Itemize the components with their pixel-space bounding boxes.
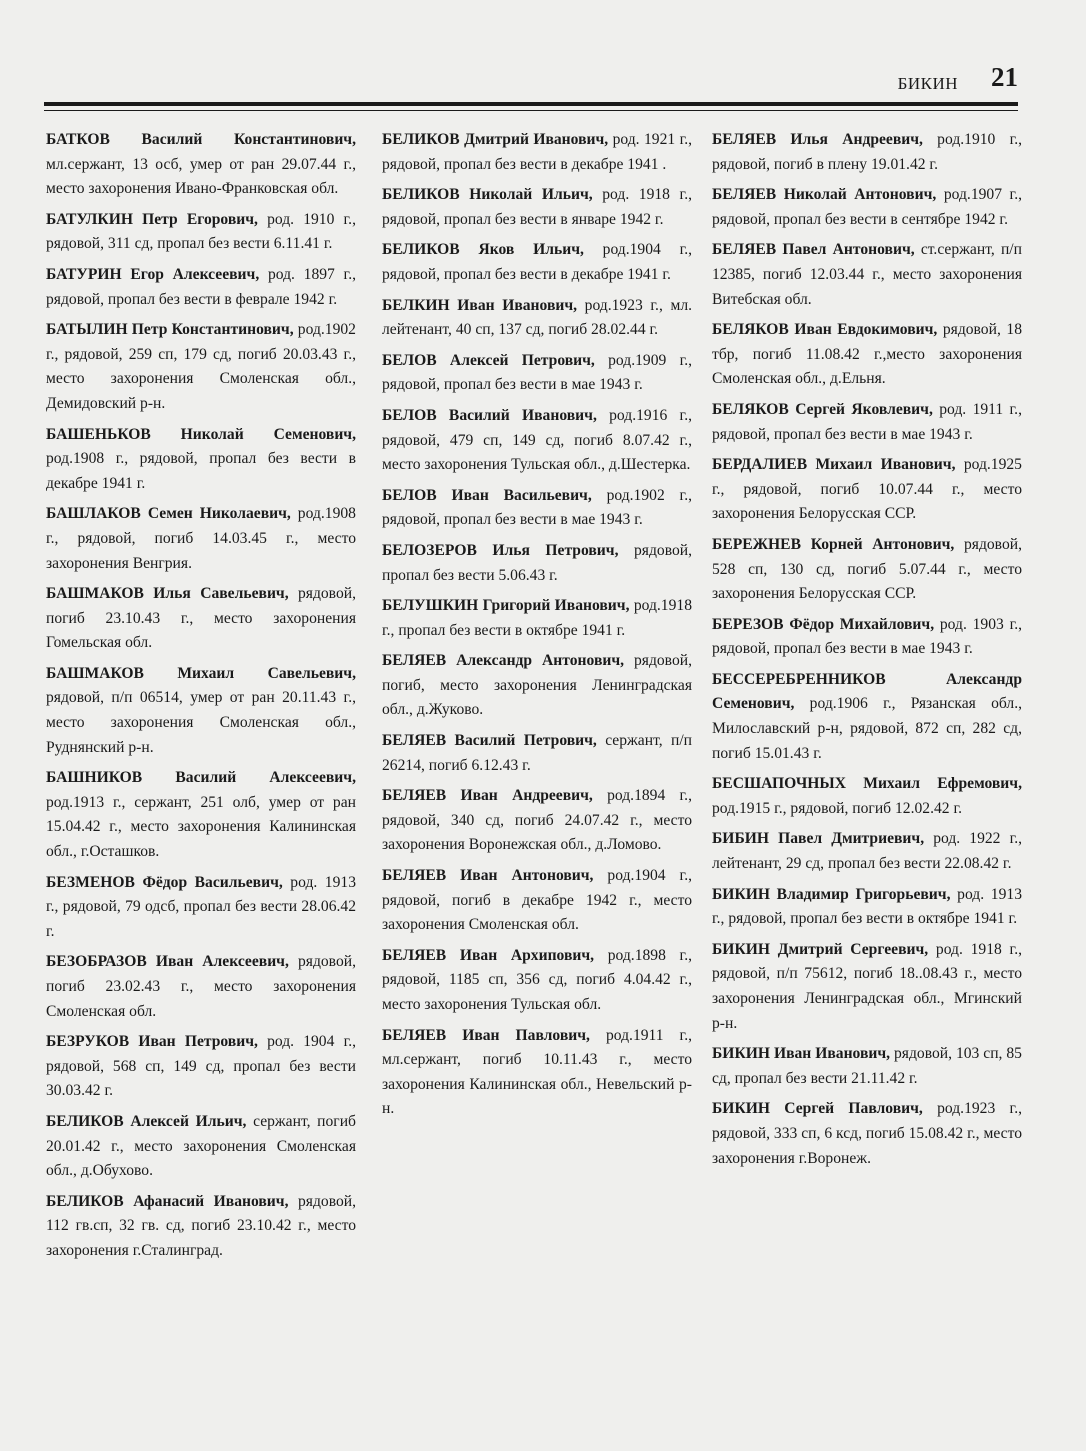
column-3 bbox=[712, 128, 1022, 1177]
entry-name: БЕЛЯЕВ Василий Петрович, bbox=[382, 732, 597, 750]
list-item bbox=[46, 1190, 356, 1264]
entry-name: БЕЛЯЕВ Илья Андреевич, bbox=[712, 131, 923, 148]
entry-name: БЕЛОВ Иван Васильевич, bbox=[382, 486, 592, 504]
entry-name: БЕЛЯЕВ Николай Антонович, bbox=[712, 186, 937, 204]
entry-details: род.1923 г., мл. лейтенант, 40 сп, 137 сд, погиб 28.02.44 г. bbox=[382, 296, 692, 339]
list-item bbox=[382, 183, 692, 232]
entry-details: род.1918 г., пропал без вести в октябре 1941 г. bbox=[382, 597, 692, 639]
entry-details: род.1906 г., Рязанская обл., Милославский р-н, рядовой, 872 сп, 282 сд, погиб 15.01.43 г. bbox=[712, 695, 1022, 762]
entry-name: БЕЗМЕНОВ Фёдор Васильевич, bbox=[46, 873, 283, 891]
entry-details: род. 1921 г., рядовой, пропал без вести в декабре 1941 . bbox=[382, 131, 692, 173]
list-item bbox=[712, 533, 1022, 607]
entry-name: БИКИН Владимир Григорьевич, bbox=[712, 885, 951, 903]
entry-name: БАТЫЛИН Петр Константинович, bbox=[46, 321, 294, 339]
entry-details: род.1908 г., рядовой, погиб 14.03.45 г., место захоронения Венгрия. bbox=[46, 505, 356, 572]
list-item bbox=[382, 649, 692, 723]
list-item bbox=[712, 398, 1022, 447]
entry-details: род. 1910 г., рядовой, 311 сд, пропал без вести 6.11.41 г. bbox=[46, 210, 356, 253]
list-item bbox=[46, 662, 356, 760]
entry-details: род. 1913 г., рядовой, 79 одсб, пропал без вести 28.06.42 г. bbox=[46, 873, 356, 940]
running-head: БИКИН bbox=[897, 74, 958, 93]
header-rule-thin bbox=[44, 110, 1018, 111]
entry-details: род.1904 г., рядовой, пропал без вести в декабре 1941 г. bbox=[382, 241, 692, 283]
entry-name: БЕЛКИН Иван Иванович, bbox=[382, 296, 578, 314]
list-item bbox=[382, 404, 692, 478]
list-item bbox=[382, 594, 692, 643]
header-rule-thick bbox=[44, 102, 1018, 106]
entry-name: БЕРЕЖНЕВ Корней Антонович, bbox=[712, 535, 955, 553]
list-item bbox=[712, 128, 1022, 177]
page-number: 21 bbox=[991, 62, 1018, 92]
entry-details: род.1925 г., рядовой, погиб 10.07.44 г., место захоронения Белорусская ССР. bbox=[712, 456, 1022, 523]
entry-details: рядовой, погиб 23.02.43 г., место захоронения Смоленская обл. bbox=[46, 953, 356, 1020]
entry-name: БАТУРИН Егор Алексеевич, bbox=[46, 265, 260, 283]
list-item bbox=[712, 772, 1022, 821]
list-item bbox=[46, 263, 356, 312]
entry-name: БАТУЛКИН Петр Егорович, bbox=[46, 210, 258, 228]
entry-name: БЕЛИКОВ Алексей Ильич, bbox=[46, 1112, 247, 1130]
entry-name: БЕСШАПОЧНЫХ Михаил Ефремович, bbox=[712, 775, 1022, 793]
entry-name: БЕЛОВ Алексей Петрович, bbox=[382, 351, 595, 369]
entry-details: род. 1911 г., рядовой, пропал без вести в мае 1943 г. bbox=[712, 400, 1022, 443]
list-item bbox=[46, 502, 356, 576]
entry-details: рядовой, 18 тбр, погиб 11.08.42 г.,место захоронения Смоленская обл., д.Ельня. bbox=[712, 321, 1022, 388]
entry-details: род.1904 г., рядовой, погиб в декабре 1942 г., место захоронения Смоленская обл. bbox=[382, 867, 692, 934]
list-item bbox=[46, 128, 356, 202]
entry-details: род.1911 г., мл.сержант, погиб 10.11.43 г., место захоронения Калининская обл., Невельский р-н. bbox=[382, 1026, 692, 1118]
list-item bbox=[712, 668, 1022, 766]
entry-name: БЕРДАЛИЕВ Михаил Иванович, bbox=[712, 456, 956, 474]
list-item bbox=[46, 208, 356, 257]
entry-details: рядовой, 103 сп, 85 сд, пропал без вести 21.11.42 г. bbox=[712, 1045, 1022, 1087]
entry-name: БЕЛИКОВ Яков Ильич, bbox=[382, 241, 584, 259]
list-item bbox=[46, 1030, 356, 1104]
entry-name: БЕЛОЗЕРОВ Илья Петрович, bbox=[382, 541, 619, 559]
entry-name: БЕЛЯЕВ Александр Антонович, bbox=[382, 652, 625, 670]
entry-details: сержант, погиб 20.01.42 г., место захоронения Смоленская обл., д.Обухово. bbox=[46, 1112, 356, 1180]
entry-name: БЕЛИКОВ Дмитрий Иванович, bbox=[382, 131, 609, 148]
list-item bbox=[382, 484, 692, 533]
column-2 bbox=[382, 128, 692, 1128]
list-item bbox=[712, 453, 1022, 527]
entry-details: рядовой, погиб, место захоронения Ленинградская обл., д.Жуково. bbox=[382, 652, 692, 719]
entry-name: БИКИН Иван Иванович, bbox=[712, 1045, 891, 1063]
entry-details: род. 1922 г., лейтенант, 29 сд, пропал без вести 22.08.42 г. bbox=[712, 830, 1022, 873]
column-1 bbox=[46, 128, 356, 1270]
entry-name: БЕЛИКОВ Афанасий Иванович, bbox=[46, 1192, 289, 1210]
entry-details: род.1909 г., рядовой, пропал без вести в мае 1943 г. bbox=[382, 351, 692, 394]
list-item bbox=[46, 582, 356, 656]
list-item bbox=[712, 1042, 1022, 1091]
list-item bbox=[712, 1097, 1022, 1171]
entry-name: БЕЛУШКИН Григорий Иванович, bbox=[382, 597, 630, 615]
list-item bbox=[382, 1024, 692, 1122]
entry-details: рядовой, 528 сп, 130 сд, погиб 5.07.44 г., место захоронения Белорусская ССР. bbox=[712, 535, 1022, 603]
entry-details: род. 1897 г., рядовой, пропал без вести в феврале 1942 г. bbox=[46, 265, 356, 308]
list-item bbox=[382, 349, 692, 398]
list-item bbox=[712, 183, 1022, 232]
entry-details: род.1902 г., рядовой, пропал без вести в мае 1943 г. bbox=[382, 486, 692, 529]
entry-name: БЕЗОБРАЗОВ Иван Алексеевич, bbox=[46, 953, 289, 971]
entry-name: БАШЕНЬКОВ Николай Семенович, bbox=[46, 425, 356, 443]
entry-name: БЕЛЯЕВ Павел Антонович, bbox=[712, 241, 915, 259]
entry-name: БЕЛЯЕВ Иван Антонович, bbox=[382, 867, 594, 885]
entry-details: род.1894 г., рядовой, 340 сд, погиб 24.07.42 г., место захоронения Воронежская обл., д.Ломово. bbox=[382, 787, 692, 854]
entry-details: род.1916 г., рядовой, 479 сп, 149 сд, погиб 8.07.42 г., место захоронения Тульская обл., д.Шестерка. bbox=[382, 406, 692, 474]
entry-details: ст.сержант, п/п 12385, погиб 12.03.44 г., место захоронения Витебская обл. bbox=[712, 241, 1022, 308]
entry-details: рядовой, пропал без вести 5.06.43 г. bbox=[382, 541, 692, 584]
entry-name: БЕЛЯЕВ Иван Андреевич, bbox=[382, 787, 593, 805]
entry-details: род.1908 г., рядовой, пропал без вести в декабре 1941 г. bbox=[46, 450, 356, 492]
list-item bbox=[46, 766, 356, 864]
list-item bbox=[46, 1110, 356, 1184]
entry-details: рядовой, погиб 23.10.43 г., место захоронения Гомельская обл. bbox=[46, 585, 356, 652]
list-item bbox=[46, 871, 356, 945]
list-item bbox=[46, 318, 356, 416]
entry-name: БИКИН Сергей Павлович, bbox=[712, 1100, 923, 1118]
entry-details: род.1915 г., рядовой, погиб 12.02.42 г. bbox=[712, 799, 963, 817]
entry-name: БЕССЕРЕБРЕННИКОВ Александр Семенович, bbox=[712, 670, 1022, 713]
entry-name: БАТКОВ Василий Константинович, bbox=[46, 131, 356, 148]
entry-name: БЕЛЯЕВ Иван Архипович, bbox=[382, 946, 595, 964]
list-item bbox=[382, 784, 692, 858]
list-item bbox=[382, 294, 692, 343]
list-item bbox=[382, 944, 692, 1018]
entry-name: БАШМАКОВ Илья Савельевич, bbox=[46, 585, 289, 603]
entry-name: БИБИН Павел Дмитриевич, bbox=[712, 830, 925, 848]
list-item bbox=[712, 318, 1022, 392]
entry-name: БАШЛАКОВ Семен Николаевич, bbox=[46, 505, 291, 523]
list-item bbox=[382, 864, 692, 938]
entry-details: род.1923 г., рядовой, 333 сп, 6 ксд, погиб 15.08.42 г., место захоронения г.Воронеж. bbox=[712, 1100, 1022, 1167]
entry-details: род. 1918 г., рядовой, п/п 75612, погиб 18..08.43 г., место захоронения Ленинградская обл., Мгинский р-н. bbox=[712, 940, 1022, 1032]
entry-details: род.1898 г., рядовой, 1185 сп, 356 сд, погиб 4.04.42 г., место захоронения Тульская обл. bbox=[382, 946, 692, 1013]
entry-name: БАШМАКОВ Михаил Савельевич, bbox=[46, 664, 356, 682]
entry-details: род. 1904 г., рядовой, 568 сп, 149 сд, пропал без вести 30.03.42 г. bbox=[46, 1033, 356, 1100]
list-item bbox=[712, 883, 1022, 932]
entry-details: род. 1918 г., рядовой, пропал без вести в январе 1942 г. bbox=[382, 186, 692, 228]
entry-name: БЕЛОВ Василий Иванович, bbox=[382, 406, 597, 424]
list-item bbox=[712, 238, 1022, 312]
entry-details: мл.сержант, 13 осб, умер от ран 29.07.44 г., место захоронения Ивано-Франковская обл. bbox=[46, 155, 356, 198]
entry-details: род.1902 г., рядовой, 259 сп, 179 сд, погиб 20.03.43 г., место захоронения Смоленская обл., Демидовский р-н. bbox=[46, 321, 356, 412]
entry-name: БЕЗРУКОВ Иван Петрович, bbox=[46, 1033, 258, 1051]
entry-name: БЕЛЯКОВ Сергей Яковлевич, bbox=[712, 400, 933, 418]
entry-details: рядовой, 112 гв.сп, 32 гв. сд, погиб 23.10.42 г., место захоронения г.Сталинград. bbox=[46, 1192, 356, 1259]
list-item bbox=[46, 423, 356, 497]
entry-details: род.1913 г., сержант, 251 олб, умер от ран 15.04.42 г., место захоронения Калининская обл., г.Осташков. bbox=[46, 793, 356, 861]
entry-details: сержант, п/п 26214, погиб 6.12.43 г. bbox=[382, 732, 692, 774]
entry-details: род. 1913 г., рядовой, пропал без вести в октябре 1941 г. bbox=[712, 885, 1022, 928]
list-item bbox=[382, 729, 692, 778]
entry-details: род.1910 г., рядовой, погиб в плену 19.01.42 г. bbox=[712, 131, 1022, 173]
entry-name: БЕЛЯКОВ Иван Евдокимович, bbox=[712, 321, 938, 339]
entry-details: рядовой, п/п 06514, умер от ран 20.11.43 г., место захоронения Смоленская обл., Руднянский р-н. bbox=[46, 689, 356, 756]
list-item bbox=[712, 827, 1022, 876]
list-item bbox=[46, 950, 356, 1024]
entry-name: БАШНИКОВ Василий Алексеевич, bbox=[46, 769, 356, 787]
list-item bbox=[382, 128, 692, 177]
page-header bbox=[44, 62, 1018, 102]
entry-name: БЕРЕЗОВ Фёдор Михайлович, bbox=[712, 615, 935, 633]
entry-name: БИКИН Дмитрий Сергеевич, bbox=[712, 940, 929, 958]
entry-name: БЕЛИКОВ Николай Ильич, bbox=[382, 186, 593, 204]
list-item bbox=[382, 539, 692, 588]
list-item bbox=[382, 238, 692, 287]
entry-name: БЕЛЯЕВ Иван Павлович, bbox=[382, 1026, 590, 1044]
list-item bbox=[712, 613, 1022, 662]
entry-details: род. 1903 г., рядовой, пропал без вести в мае 1943 г. bbox=[712, 615, 1023, 658]
entry-details: род.1907 г., рядовой, пропал без вести в сентябре 1942 г. bbox=[712, 186, 1022, 228]
list-item bbox=[712, 938, 1022, 1036]
